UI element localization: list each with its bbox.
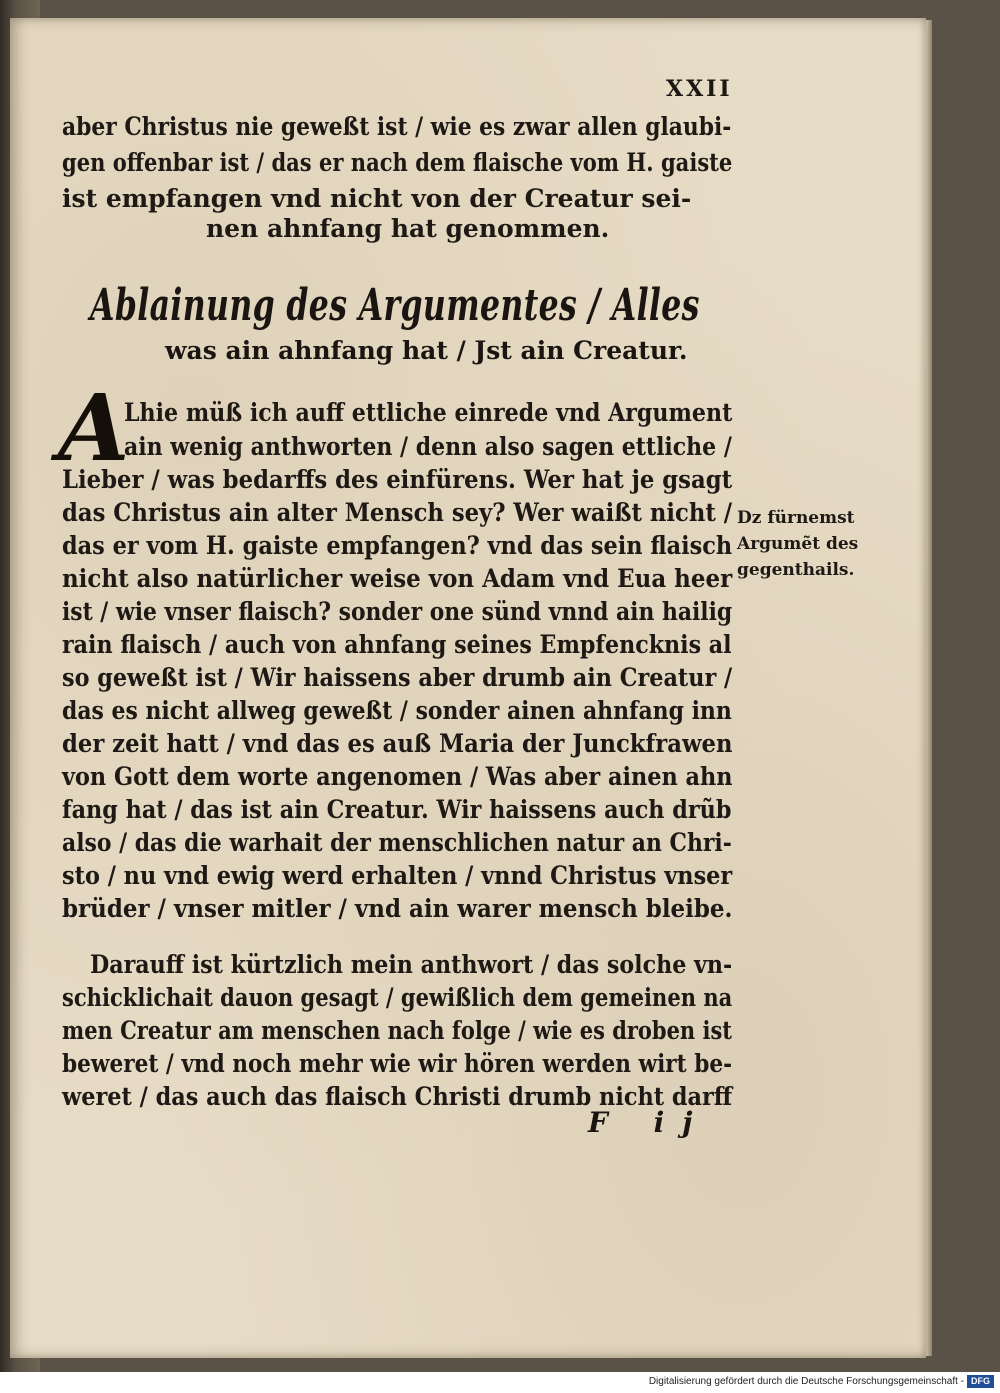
body-line: das er vom H. gaiste empfangen? vnd das sein flaisch: [62, 531, 733, 560]
body-line: rain flaisch / auch von ahnfang seines Empfencknis al: [62, 630, 732, 659]
dfg-logo-icon[interactable]: DFG: [967, 1375, 994, 1388]
body-line: ist / wie vnser flaisch? sonder one sünd vnnd ain hailig: [62, 597, 733, 626]
body-line: nicht also natürlicher weise von Adam vnd Eua heer: [62, 564, 733, 593]
body-line: das Christus ain alter Mensch sey? Wer waißt nicht /: [62, 498, 733, 527]
body-line: brüder / vnser mitler / vnd ain warer mensch bleibe.: [62, 894, 733, 923]
section-subheading: was ain ahnfang hat / Jst ain Creatur.: [165, 336, 688, 365]
page-edge: [926, 20, 932, 1356]
intro-line: nen ahnfang hat genommen.: [206, 214, 610, 243]
folio-number: XXII: [666, 76, 733, 102]
body-line: ain wenig anthworten / denn also sagen ettliche /: [124, 432, 732, 461]
body-line: Darauff ist kürtzlich mein anthwort / das solche vn-: [90, 950, 733, 979]
body-line: fang hat / das ist ain Creatur. Wir haissens auch drũb: [62, 795, 732, 824]
body-line: beweret / vnd noch mehr wie wir hören werden wirt be-: [62, 1049, 733, 1078]
drop-initial: A: [58, 374, 130, 482]
body-line: von Gott dem worte angenomen / Was aber ainen ahn: [62, 762, 733, 791]
footer-credit: Digitalisierung gefördert durch die Deutsche Forschungsgemeinschaft -: [648, 1376, 964, 1387]
body-line: also / das die warhait der menschlichen natur an Chri-: [62, 828, 732, 857]
body-line: sto / nu vnd ewig werd erhalten / vnnd Christus vnser: [62, 861, 733, 890]
body-line: so geweßt ist / Wir haissens aber drumb ain Creatur /: [62, 663, 733, 692]
body-line: das es nicht allweg geweßt / sonder ainen ahnfang inn: [62, 696, 732, 725]
intro-line: gen offenbar ist / das er nach dem flaische vom H. gaiste: [62, 148, 733, 177]
intro-line: ist empfangen vnd nicht von der Creatur sei-: [62, 184, 692, 213]
intro-line: aber Christus nie geweßt ist / wie es zwar allen glaubi-: [62, 112, 732, 141]
body-line: der zeit hatt / vnd das es auß Maria der Junckfrawen: [62, 729, 733, 758]
marginal-note-line: Dz fürnemst: [737, 508, 855, 528]
body-line: men Creatur am menschen nach folge / wie es droben ist: [62, 1016, 732, 1045]
body-line: Lhie müß ich auff ettliche einrede vnd Argument: [124, 398, 733, 427]
marginal-note-line: Argumẽt des: [737, 534, 859, 554]
body-line: weret / das auch das flaisch Christi drumb nicht darff: [62, 1082, 733, 1111]
signature-mark: F ij: [588, 1106, 711, 1139]
body-line: schicklichait dauon gesagt / gewißlich dem gemeinen na: [62, 983, 733, 1012]
marginal-note-line: gegenthails.: [737, 560, 855, 580]
body-line: Lieber / was bedarffs des einfürens. Wer hat je gsagt: [62, 465, 733, 494]
section-heading: Ablainung des Argumentes / Alles: [90, 280, 700, 331]
